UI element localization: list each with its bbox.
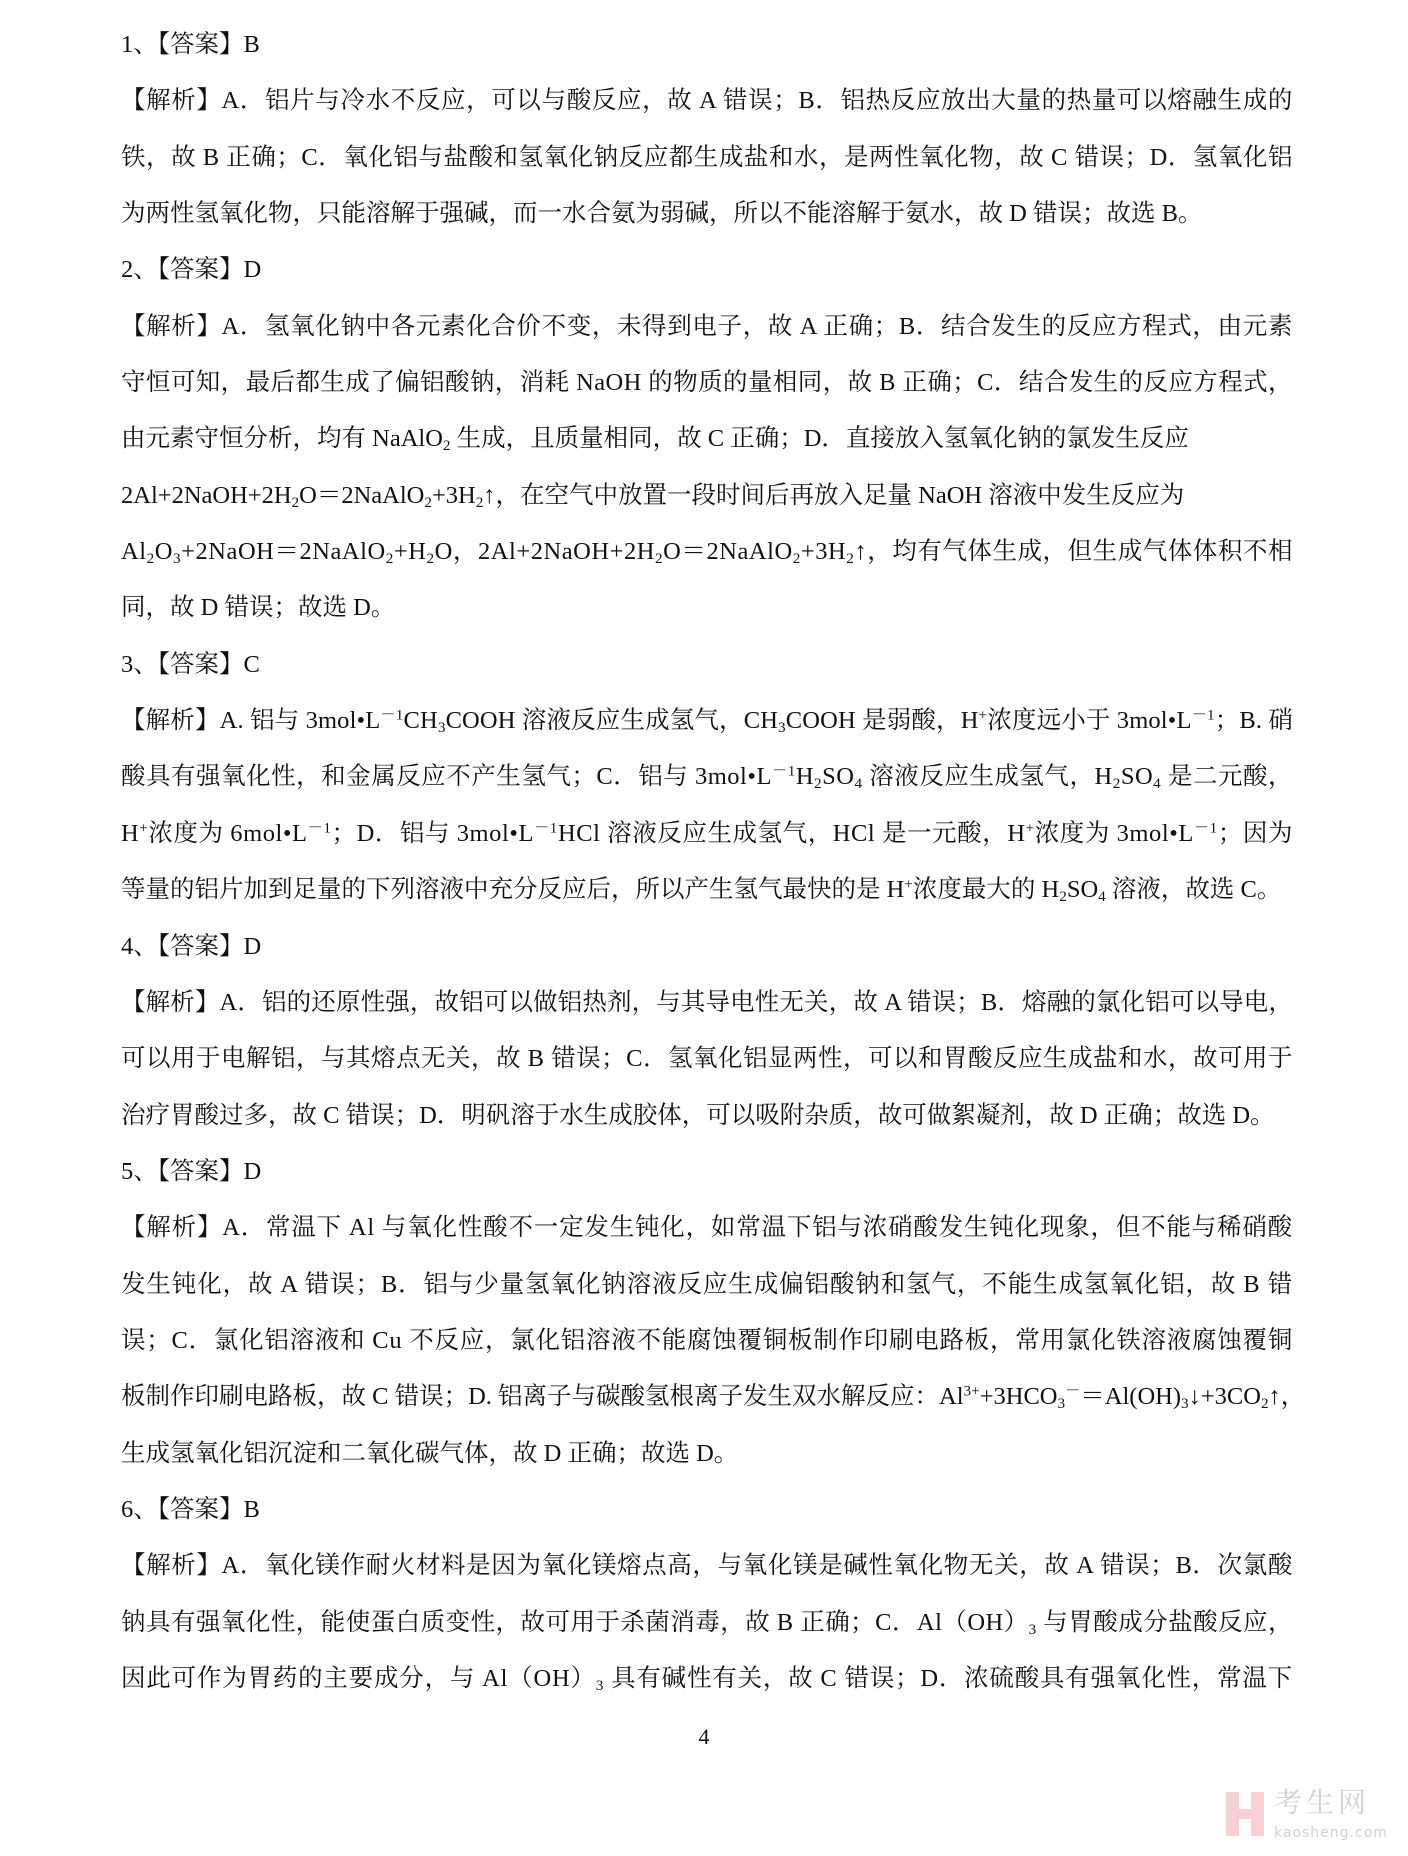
text-run: 守恒可知，最后都生成了偏铝酸钠，消耗 NaOH 的物质的量相同，故 B 正确；C．结合发生的反应方程式， xyxy=(121,369,1293,397)
watermark-logo xyxy=(1224,1786,1404,1846)
text-run: 浓度为 3mol•L xyxy=(1034,819,1194,847)
text-run: SO xyxy=(1066,876,1099,904)
line-text xyxy=(121,355,1293,411)
text-run: +3H xyxy=(431,481,476,509)
analysis-line xyxy=(121,355,1293,411)
answer-document xyxy=(121,17,1306,1707)
text-run: O＝2NaAlO xyxy=(299,481,425,509)
superscript: + xyxy=(978,706,988,724)
text-run: 【解析】A．常温下 Al 与氧化性酸不一定发生钝化，如常温下铝与浓硝酸发生钝化现象，但不能与稀硝酸 xyxy=(121,1214,1293,1242)
text-run: 铁，故 B 正确；C．氧化铝与盐酸和氢氧化钠反应都生成盐和水，是两性氧化物，故 C 错误；D．氢氧化铝 xyxy=(121,143,1293,171)
subscript: 2 xyxy=(814,775,823,793)
subscript: 3 xyxy=(595,1676,605,1694)
subscript: 2 xyxy=(1059,887,1067,905)
subscript: 3 xyxy=(437,718,446,736)
text-run: 【解析】A. 铝与 3mol•L xyxy=(121,707,381,735)
line-text xyxy=(121,1088,1275,1144)
line-text xyxy=(121,749,1293,805)
text-run: ；D．铝与 3mol•L xyxy=(331,819,535,847)
analysis-line xyxy=(121,73,1293,129)
superscript: －1 xyxy=(307,819,332,837)
line-text xyxy=(121,1031,1293,1087)
text-run: 【解析】A．氧化镁作耐火材料是因为氧化镁熔点高，与氧化镁是碱性氧化物无关，故 A 错误；B．次氯酸 xyxy=(121,1552,1293,1580)
superscript: + xyxy=(139,819,149,837)
analysis-line xyxy=(121,1313,1293,1369)
subscript: 4 xyxy=(1098,887,1106,905)
text-run: +3HCO xyxy=(979,1383,1058,1411)
text-run: H xyxy=(795,763,815,791)
text-run: COOH 溶液反应生成氢气，CH xyxy=(445,707,779,735)
subscript: 2 xyxy=(475,493,484,511)
superscript: －1 xyxy=(771,763,796,781)
text-run: 具有碱性有关，故 C 错误；D．浓硫酸具有强氧化性，常温下 xyxy=(604,1664,1293,1692)
text-run: COOH 是弱酸，H xyxy=(785,707,979,735)
text-run: +3H xyxy=(800,538,847,566)
subscript: 2 xyxy=(846,549,855,567)
text-run: ；因为 xyxy=(1217,819,1294,847)
superscript: －1 xyxy=(1191,706,1215,724)
analysis-line xyxy=(121,130,1293,186)
text-run: 治疗胃酸过多，故 C 错误；D．明矾溶于水生成胶体，可以吸附杂质，故可做絮凝剂，故 D 正确；故选 D。 xyxy=(121,1101,1275,1129)
text-run: 【解析】A．铝片与冷水不反应，可以与酸反应，故 A 错误；B．铝热反应放出大量的热量可以熔融生成的 xyxy=(121,87,1293,115)
line-text xyxy=(121,1538,1293,1594)
subscript: 2 xyxy=(1260,1395,1269,1413)
subscript: 2 xyxy=(146,549,155,567)
watermark-url: kaosheng.com xyxy=(1274,1825,1388,1841)
watermark-title: 考生网 xyxy=(1274,1786,1371,1819)
line-text xyxy=(121,806,1293,862)
subscript: 3 xyxy=(172,549,182,567)
text-run: 因此可作为胃药的主要成分，与 Al（OH） xyxy=(121,1664,596,1692)
subscript: 2 xyxy=(424,493,432,511)
text-run: 浓度为 6mol•L xyxy=(148,819,308,847)
line-text xyxy=(121,1595,1293,1651)
text-run: ＝Al(OH) xyxy=(1080,1383,1181,1411)
text-run: 浓度最大的 H xyxy=(912,876,1060,904)
text-run: HCl 溶液反应生成氢气，HCl 是一元酸，H xyxy=(557,819,1026,847)
text-run: 浓度远小于 3mol•L xyxy=(987,707,1192,735)
line-text xyxy=(121,299,1293,355)
text-run: 发生钝化，故 A 错误；B．铝与少量氢氧化钠溶液反应生成偏铝酸钠和氢气，不能生成氢氧化铝，故 B 错 xyxy=(121,1270,1293,1298)
superscript: －1 xyxy=(1193,819,1218,837)
superscript: －1 xyxy=(534,819,558,837)
text-run: ↑，在空气中放置一段时间后再放入足量 NaOH 溶液中发生反应为 xyxy=(483,481,1185,509)
text-run: +2NaOH＝2NaAlO xyxy=(181,538,386,566)
subscript: 2 xyxy=(291,493,300,511)
text-run: 生成氢氧化铝沉淀和二氧化碳气体，故 D 正确；故选 D。 xyxy=(121,1439,739,1467)
subscript: 4 xyxy=(854,775,863,793)
line-text xyxy=(121,1426,738,1482)
answer-heading: 1、【答案】B xyxy=(121,31,260,58)
analysis-line xyxy=(121,299,1293,355)
analysis-line xyxy=(121,186,1293,242)
analysis-line xyxy=(121,1538,1293,1594)
text-run: 等量的铝片加到足量的下列溶液中充分反应后，所以产生氢气最快的是 H xyxy=(121,876,905,904)
text-run: 钠具有强氧化性，能使蛋白质变性，故可用于杀菌消毒，故 B 正确；C．Al（OH） xyxy=(121,1608,1029,1636)
subscript: 2 xyxy=(442,437,451,455)
line-text xyxy=(121,862,1281,918)
analysis-line xyxy=(121,749,1293,805)
subscript: 2 xyxy=(792,549,801,567)
analysis-line xyxy=(121,1426,1293,1482)
subscript: 4 xyxy=(1153,775,1162,793)
line-text xyxy=(121,130,1293,186)
superscript: + xyxy=(1025,819,1035,837)
text-run: H xyxy=(121,819,140,847)
page-number: 4 xyxy=(698,1724,710,1749)
line-text xyxy=(121,975,1293,1031)
line-text xyxy=(121,693,1293,749)
analysis-line xyxy=(121,1200,1293,1256)
text-run: 误；C．氯化铝溶液和 Cu 不反应，氯化铝溶液不能腐蚀覆铜板制作印刷电路板，常用氯化铁溶液腐蚀覆铜 xyxy=(121,1326,1293,1354)
line-text xyxy=(121,73,1293,129)
answer-heading: 2、【答案】D xyxy=(121,256,262,284)
analysis-line xyxy=(121,1088,1293,1144)
text-run: ↓+3CO xyxy=(1188,1383,1261,1411)
analysis-line xyxy=(121,1651,1293,1707)
text-run: ；B. 硝 xyxy=(1214,707,1294,735)
analysis-line xyxy=(121,862,1293,918)
subscript: 3 xyxy=(1181,1395,1189,1413)
text-run: O＝2NaAlO xyxy=(663,538,793,566)
text-run: 由元素守恒分析，均有 NaAlO xyxy=(121,425,443,453)
answer-heading: 6、【答案】B xyxy=(121,1495,260,1523)
analysis-line xyxy=(121,806,1293,862)
analysis-line xyxy=(121,524,1293,580)
text-run: 可以用于电解铝，与其熔点无关，故 B 错误；C．氢氧化铝显两性，可以和胃酸反应生成盐和水，故可用于 xyxy=(121,1045,1293,1073)
text-run: 是二元酸， xyxy=(1161,763,1294,791)
text-run: 生成，且质量相同，故 C 正确；D．直接放入氢氧化钠的氯发生反应 xyxy=(450,425,1189,453)
subscript: 2 xyxy=(426,549,435,567)
analysis-line xyxy=(121,975,1293,1031)
text-run: O xyxy=(154,538,173,566)
superscript: + xyxy=(904,875,913,893)
line-text xyxy=(121,1369,1305,1425)
text-run: 同，故 D 错误；故选 D。 xyxy=(121,594,396,622)
text-run: 为两性氢氧化物，只能溶解于强碱，而一水合氨为弱碱，所以不能溶解于氨水，故 D 错误；故选 B。 xyxy=(121,200,1203,228)
analysis-line xyxy=(121,1031,1293,1087)
line-text xyxy=(121,1313,1293,1369)
answer-heading: 5、【答案】D xyxy=(121,1157,262,1185)
text-run: ↑， xyxy=(1268,1383,1306,1411)
analysis-line xyxy=(121,580,1293,636)
subscript: 3 xyxy=(778,718,786,736)
text-run: 【解析】A．氢氧化钠中各元素化合价不变，未得到电子，故 A 正确；B．结合发生的反应方程式，由元素 xyxy=(121,312,1293,340)
subscript: 2 xyxy=(1112,775,1121,793)
analysis-line xyxy=(121,693,1293,749)
answer-heading: 3、【答案】C xyxy=(121,650,260,678)
line-text xyxy=(121,411,1189,467)
subscript: 2 xyxy=(385,549,394,567)
text-run: SO xyxy=(1120,763,1154,791)
subscript: 2 xyxy=(655,549,664,567)
text-run: 板制作印刷电路板，故 C 错误；D. 铝离子与碳酸氢根离子发生双水解反应：Al xyxy=(121,1383,964,1411)
logo-icon xyxy=(1226,1792,1264,1836)
superscript: 3+ xyxy=(963,1382,980,1400)
subscript: 3 xyxy=(1057,1395,1066,1413)
text-run: 2Al+2NaOH+2H xyxy=(121,481,292,509)
line-text xyxy=(121,186,1202,242)
line-text xyxy=(121,468,1184,524)
text-run: O，2Al+2NaOH+2H xyxy=(434,538,656,566)
text-run: Al xyxy=(121,538,147,566)
superscript: － xyxy=(1065,1382,1081,1400)
text-run: SO xyxy=(822,763,855,791)
answer-heading: 4、【答案】D xyxy=(121,932,262,960)
text-run: +H xyxy=(393,538,427,566)
line-text xyxy=(121,1257,1293,1313)
line-text xyxy=(121,580,395,636)
text-run: 与胃酸成分盐酸反应， xyxy=(1036,1608,1293,1636)
analysis-line xyxy=(121,1595,1293,1651)
line-text xyxy=(121,1200,1293,1256)
analysis-line xyxy=(121,1257,1293,1313)
superscript: －1 xyxy=(380,706,404,724)
subscript: 3 xyxy=(1028,1620,1037,1638)
text-run: 溶液反应生成氢气，H xyxy=(862,763,1113,791)
text-run: 酸具有强氧化性，和金属反应不产生氢气；C．铝与 3mol•L xyxy=(121,763,772,791)
line-text xyxy=(121,1651,1293,1707)
analysis-line xyxy=(121,411,1293,467)
line-text xyxy=(121,524,1293,580)
text-run: ↑，均有气体生成，但生成气体体积不相 xyxy=(854,538,1294,566)
analysis-line xyxy=(121,1369,1306,1425)
text-run: CH xyxy=(403,707,438,735)
text-run: 【解析】A．铝的还原性强，故铝可以做铝热剂，与其导电性无关，故 A 错误；B．熔融的氯化铝可以导电， xyxy=(121,988,1294,1016)
analysis-line xyxy=(121,468,1293,524)
text-run: 溶液，故选 C。 xyxy=(1105,876,1282,904)
